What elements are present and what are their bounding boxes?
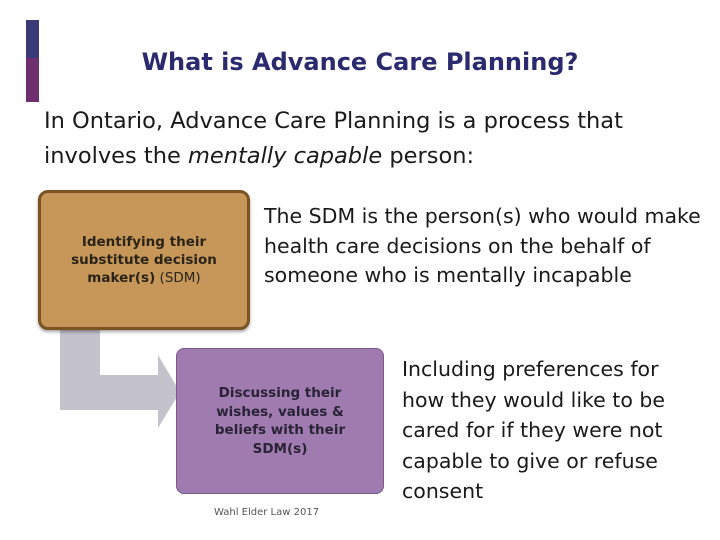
step-identify-sdm-label-normal: (SDM) (155, 270, 201, 286)
bent-arrow-icon (50, 320, 190, 440)
slide-title: What is Advance Care Planning? (141, 48, 579, 76)
sdm-definition-text: The SDM is the person(s) who would make health care decisions on the behalf of someone who is mentally incapable (264, 204, 701, 287)
preferences-text: Including preferences for how they would like to be cared for if they were not capable to give or refuse consent (402, 357, 666, 503)
step-discuss-wishes (176, 348, 384, 494)
intro-suffix: person: (382, 143, 475, 169)
step-identify-sdm (38, 190, 250, 330)
intro-text (44, 104, 684, 174)
source-credit: Wahl Elder Law 2017 (214, 507, 320, 518)
step-identify-sdm-label (51, 233, 237, 287)
step-identify-sdm-label-bold: Identifying their substitute decision maker(s) (71, 234, 217, 286)
intro-prefix: In Ontario, Advance Care Planning is a process that involves the (44, 108, 623, 169)
step-discuss-wishes-label: Discussing their wishes, values & beliefs with their SDM(s) (214, 385, 346, 457)
intro-emphasis: mentally capable (187, 143, 383, 169)
